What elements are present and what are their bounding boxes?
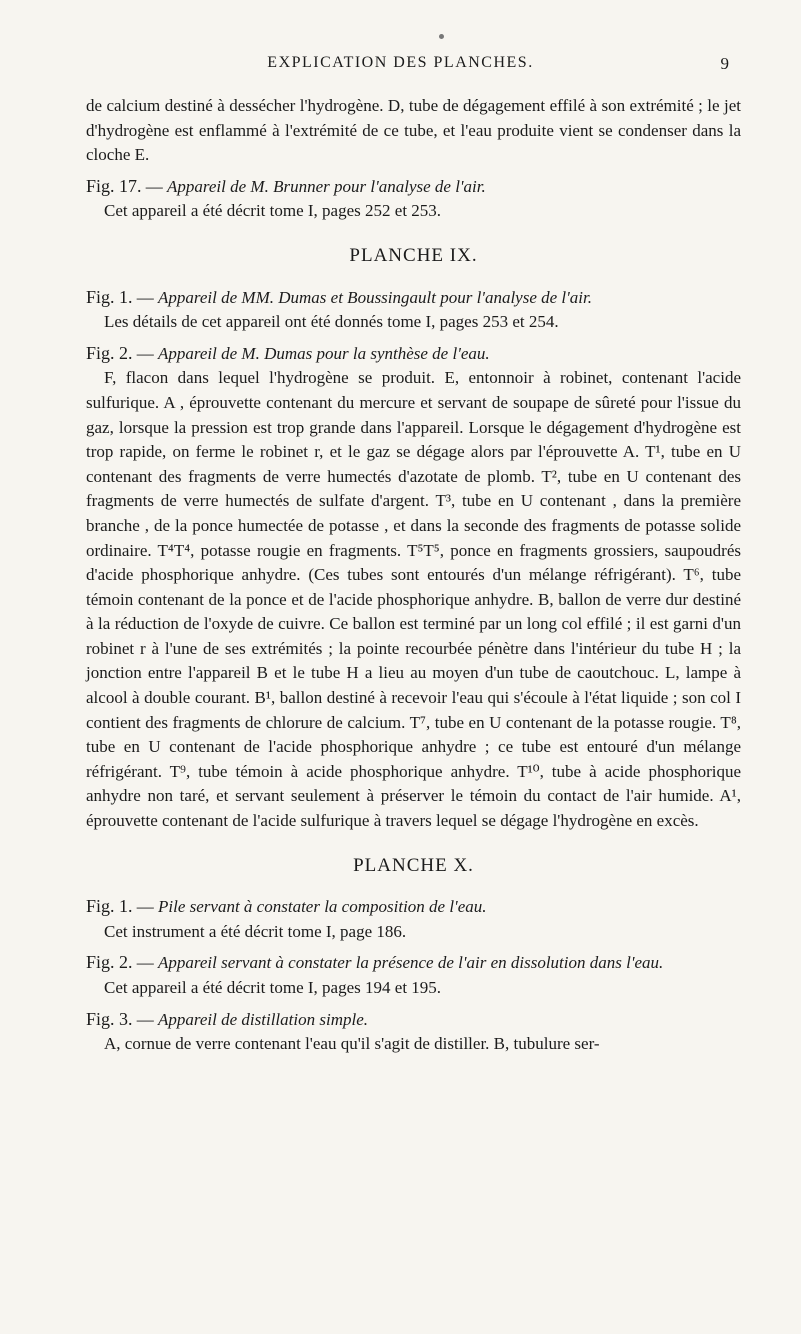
- paragraph-continued: de calcium destiné à dessécher l'hydrogène. D, tube de dégagement effilé à son extrémité ; le jet d'hydrogène est enflammé à l'extrémité de ce tube, et l'eau produite vient se condenser dans la cloche E.: [86, 96, 741, 165]
- figure-caption-x-3: Fig. 3. — Appareil de distillation simple.: [86, 1008, 368, 1029]
- figure-caption-fig17: Fig. 17. — Appareil de M. Brunner pour l'analyse de l'air.: [86, 175, 486, 196]
- paragraph: Cet instrument a été décrit tome I, page 186.: [104, 921, 407, 941]
- plate-heading-x: PLANCHE X.: [353, 854, 474, 876]
- figure-title: Appareil de M. Dumas pour la synthèse de l'eau.: [158, 343, 490, 363]
- figure-label: Fig. 1.: [86, 286, 133, 307]
- figure-title: Appareil de distillation simple.: [158, 1009, 368, 1029]
- figure-label: Fig. 2.: [86, 342, 133, 363]
- figure-label: Fig. 3.: [86, 1008, 133, 1029]
- paragraph: Cet appareil a été décrit tome I, pages 194 et 195.: [104, 978, 442, 997]
- ink-dot: [439, 34, 444, 39]
- figure-label: Fig. 17.: [86, 175, 142, 196]
- figure-caption-x-1: Fig. 1. — Pile servant à constater la composition de l'eau.: [86, 896, 487, 917]
- running-title: EXPLICATION DES PLANCHES.: [267, 54, 534, 71]
- plate-heading-ix: PLANCHE IX.: [349, 244, 478, 266]
- figure-caption-ix-1: Fig. 1. — Appareil de MM. Dumas et Boussingault pour l'analyse de l'air.: [86, 286, 592, 307]
- figure-title: Appareil de MM. Dumas et Boussingault pour l'analyse de l'air.: [158, 287, 592, 307]
- figure-caption-ix-2: Fig. 2. — Appareil de M. Dumas pour la synthèse de l'eau.: [86, 342, 490, 363]
- paragraph: A, cornue de verre contenant l'eau qu'il s'agit de distiller. B, tubulure ser-: [104, 1034, 600, 1054]
- paragraph: Les détails de cet appareil ont été donnés tome I, pages 253 et 254.: [104, 312, 559, 332]
- running-header: [0, 54, 801, 78]
- figure-label: Fig. 2.: [86, 952, 133, 973]
- paragraph: F, flacon dans lequel l'hydrogène se produit. E, entonnoir à robinet, contenant l'acide sulfurique. A , éprouvette contenant du mercure et servant de soupape de sûreté pour l'issue du gaz, lorsque la pression est trop grande dans l'appareil. Lorsque le dégagement d'hydrogène est trop rapide, on ferme le robinet r, et le gaz se dégage alors par l'éprouvette A. T¹, tube en U contenant des fragments de verre humectés d'azotate de plomb. T², tube en U contenant des fragments de verre humectés de sulfate d'argent. T³, tube en U contenant , dans la première branche , de la ponce humectée de potasse , et dans la seconde des fragments de potasse solide ordinaire. T⁴T⁴, potasse rougie en fragments. T⁵T⁵, ponce en fragments grossiers, saupoudrés d'acide phosphorique anhydre. (Ces tubes sont entourés d'un mélange réfrigérant). T⁶, tube témoin contenant de la ponce et de l'acide phosphorique anhydre. B, ballon de verre dur destiné à la réduction de l'oxyde de cuivre. Ce ballon est terminé par un long col effilé ; il est garni d'un robinet r à l'une de ses extrémités ; la pointe recourbée pénètre dans l'intérieur du tube H ; la jonction entre l'appareil B et le tube H a lieu au moyen d'un tube de caoutchouc. L, lampe à alcool à double courant. B¹, ballon destiné à recevoir l'eau qui s'écoule à l'état liquide ; son col I contient des fragments de chlorure de calcium. T⁷, tube en U contenant de la potasse rougie. T⁸, tube en U contenant de l'acide phosphorique anhydre ; ce tube est entouré d'un mélange réfrigérant. T⁹, tube témoin à acide phosphorique anhydre. T¹⁰, tube à acide phosphorique anhydre non taré, et servant seulement à préserver le témoin du contact de l'air humide. A¹, éprouvette contenant de l'acide sulfurique à travers lequel se dégage l'hydrogène en excès.: [86, 368, 741, 831]
- figure-title: Appareil de M. Brunner pour l'analyse de l'air.: [167, 176, 486, 196]
- page-number: 9: [720, 54, 729, 73]
- figure-caption-x-2: Fig. 2. — Appareil servant à constater la présence de l'air en dissolution dans l'eau.: [86, 952, 664, 973]
- paragraph: Cet appareil a été décrit tome I, pages 252 et 253.: [104, 201, 442, 221]
- figure-label: Fig. 1.: [86, 896, 133, 917]
- figure-title: Pile servant à constater la composition de l'eau.: [158, 897, 487, 917]
- figure-title: Appareil servant à constater la présence de l'air en dissolution dans l'eau.: [158, 953, 664, 973]
- text-body: [86, 94, 741, 1057]
